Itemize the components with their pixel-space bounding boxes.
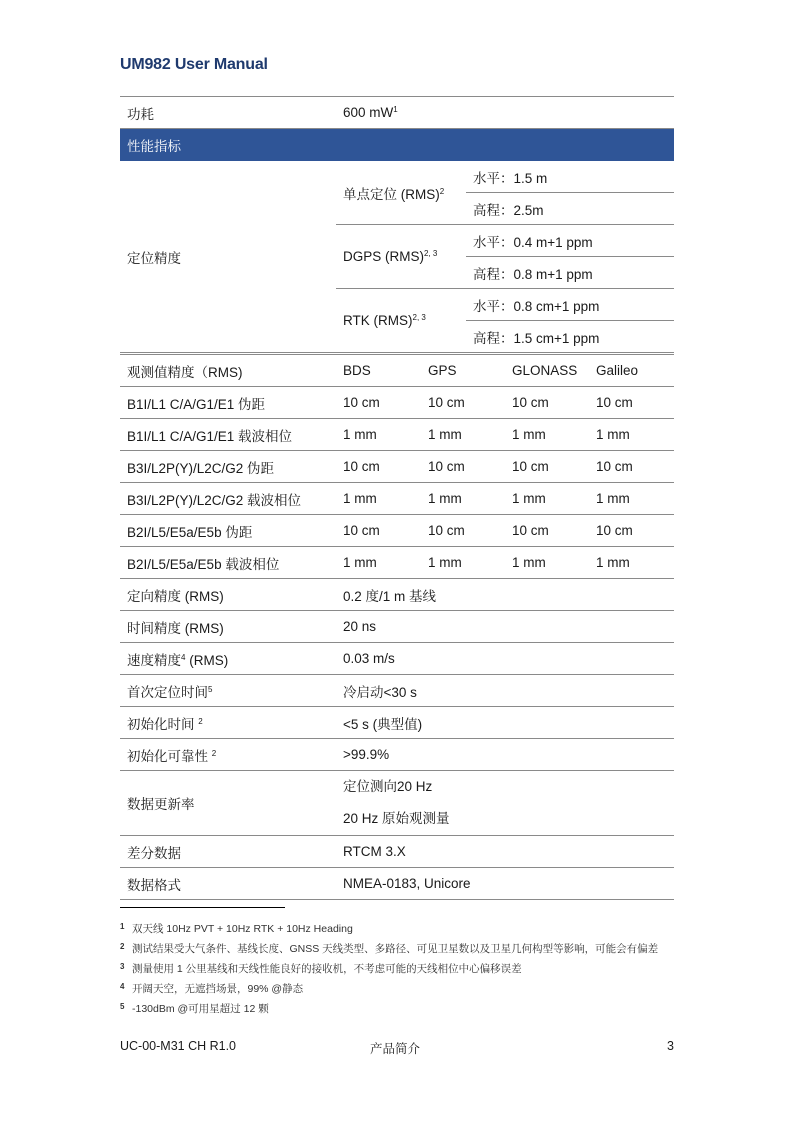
- cell-bds: 10 cm: [336, 515, 421, 547]
- spec-value: 0.03 m/s: [336, 643, 674, 675]
- row-label: B1I/L1 C/A/G1/E1 载波相位: [120, 419, 336, 451]
- table-row: [120, 515, 674, 547]
- cell-gps: 10 cm: [421, 387, 505, 419]
- footnote: 5 -130dBm @可用星超过 12 颗: [120, 1002, 269, 1015]
- format-value: NMEA-0183, Unicore: [336, 868, 674, 900]
- table-row: [120, 451, 674, 483]
- cell-glonass: 1 mm: [505, 483, 589, 515]
- rtk-vertical: 高程：1.5 cm+1 ppm: [466, 321, 674, 353]
- page-number: 3: [667, 1039, 674, 1053]
- cell-gps: 1 mm: [421, 483, 505, 515]
- table-row: [120, 547, 674, 579]
- observation-table: [120, 354, 674, 900]
- row-label: B1I/L1 C/A/G1/E1 伪距: [120, 387, 336, 419]
- spec-label: 定向精度 (RMS): [120, 579, 336, 611]
- row-differential: [120, 836, 674, 868]
- row-label: B3I/L2P(Y)/L2C/G2 载波相位: [120, 483, 336, 515]
- positioning-label: 定位精度: [120, 161, 336, 353]
- cell-glonass: 10 cm: [505, 451, 589, 483]
- footnotes: [120, 917, 658, 1017]
- cell-galileo: 1 mm: [589, 483, 674, 515]
- row-update-rate: [120, 771, 674, 836]
- footer-doc-id: UC-00-M31 CH R1.0: [120, 1039, 237, 1053]
- section-header: [120, 129, 674, 161]
- spec-value: 冷启动<30 s: [336, 675, 674, 707]
- update-rate-line: 20 Hz 原始观测量: [343, 811, 450, 826]
- cell-gps: 10 cm: [421, 451, 505, 483]
- footnote: 1 双天线 10Hz PVT + 10Hz RTK + 10Hz Heading: [120, 922, 353, 935]
- cell-glonass: 10 cm: [505, 515, 589, 547]
- spp-horizontal: 水平：1.5 m: [466, 161, 674, 193]
- cell-galileo: 1 mm: [589, 547, 674, 579]
- cell-galileo: 1 mm: [589, 419, 674, 451]
- row-power: [120, 97, 674, 129]
- footer-section: 产品简介: [370, 1042, 421, 1056]
- power-value: 600 $mW^1$: [336, 97, 674, 129]
- row-init-time: [120, 707, 674, 739]
- cell-gps: 10 cm: [421, 515, 505, 547]
- table-row: [120, 419, 674, 451]
- spec-label: 首次定位时间$^5$: [120, 675, 336, 707]
- cell-bds: 10 cm: [336, 451, 421, 483]
- document-title: UM982 User Manual: [120, 56, 268, 73]
- spec-value: >99.9%: [336, 739, 674, 771]
- cell-gps: 1 mm: [421, 547, 505, 579]
- spec-table: [120, 96, 674, 353]
- row-format: [120, 868, 674, 900]
- spec-label: 速度精度$^4$ (RMS): [120, 643, 336, 675]
- footnote: 3 测量使用 1 公里基线和天线性能良好的接收机，不考虑可能的天线相位中心偏移误差: [120, 962, 522, 975]
- power-label: 功耗: [120, 97, 336, 129]
- cell-bds: 1 mm: [336, 547, 421, 579]
- update-rate-label: 数据更新率: [120, 771, 336, 836]
- observation-header-label: 观测值精度（RMS): [120, 355, 336, 387]
- observation-header-row: [120, 355, 674, 387]
- differential-value: RTCM 3.X: [336, 836, 674, 868]
- row-label: B2I/L5/E5a/E5b 载波相位: [120, 547, 336, 579]
- row-velocity-accuracy: [120, 643, 674, 675]
- update-rate-line: 定位测向20 Hz: [343, 779, 433, 794]
- table-row: [120, 387, 674, 419]
- col-gps: GPS: [421, 355, 505, 387]
- cell-gps: 1 mm: [421, 419, 505, 451]
- col-galileo: Galileo: [589, 355, 674, 387]
- spec-label: 时间精度 (RMS): [120, 611, 336, 643]
- mode-dgps: DGPS (RMS)$^{2, 3}$: [336, 225, 466, 289]
- dgps-vertical: 高程：0.8 m+1 ppm: [466, 257, 674, 289]
- differential-label: 差分数据: [120, 836, 336, 868]
- mode-rtk: RTK (RMS)$^{2, 3}$: [336, 289, 466, 353]
- footnote: 4 开阔天空，无遮挡场景，99% @静态: [120, 982, 304, 995]
- col-glonass: GLONASS: [505, 355, 589, 387]
- cell-bds: 1 mm: [336, 419, 421, 451]
- spec-value: <5 s (典型值): [336, 707, 674, 739]
- mode-spp: 单点定位 (RMS)$^2$: [336, 161, 466, 225]
- row-time-accuracy: [120, 611, 674, 643]
- cell-glonass: 1 mm: [505, 419, 589, 451]
- cell-glonass: 1 mm: [505, 547, 589, 579]
- spp-vertical: 高程：2.5m: [466, 193, 674, 225]
- spec-label: 初始化可靠性 $^2$: [120, 739, 336, 771]
- footnote: 2 测试结果受大气条件、基线长度、GNSS 天线类型、多路径、可见卫星数以及卫星几何构型等影响，可能会有偏差: [120, 942, 659, 955]
- rtk-horizontal: 水平：0.8 cm+1 ppm: [466, 289, 674, 321]
- cell-bds: 10 cm: [336, 387, 421, 419]
- table-row: [120, 483, 674, 515]
- spec-value: 0.2 度/1 m 基线: [336, 579, 674, 611]
- spec-label: 初始化时间 $^2$: [120, 707, 336, 739]
- update-rate-value: [336, 771, 674, 836]
- col-bds: BDS: [336, 355, 421, 387]
- row-positioning-spp-h: [120, 161, 674, 193]
- row-ttff: [120, 675, 674, 707]
- row-label: B3I/L2P(Y)/L2C/G2 伪距: [120, 451, 336, 483]
- cell-glonass: 10 cm: [505, 387, 589, 419]
- row-label: B2I/L5/E5a/E5b 伪距: [120, 515, 336, 547]
- cell-bds: 1 mm: [336, 483, 421, 515]
- row-init-reliability: [120, 739, 674, 771]
- cell-galileo: 10 cm: [589, 515, 674, 547]
- cell-galileo: 10 cm: [589, 387, 674, 419]
- row-heading-accuracy: [120, 579, 674, 611]
- format-label: 数据格式: [120, 868, 336, 900]
- footnote-separator: [120, 907, 285, 908]
- dgps-horizontal: 水平：0.4 m+1 ppm: [466, 225, 674, 257]
- section-title: 性能指标: [120, 129, 674, 161]
- spec-value: 20 ns: [336, 611, 674, 643]
- cell-galileo: 10 cm: [589, 451, 674, 483]
